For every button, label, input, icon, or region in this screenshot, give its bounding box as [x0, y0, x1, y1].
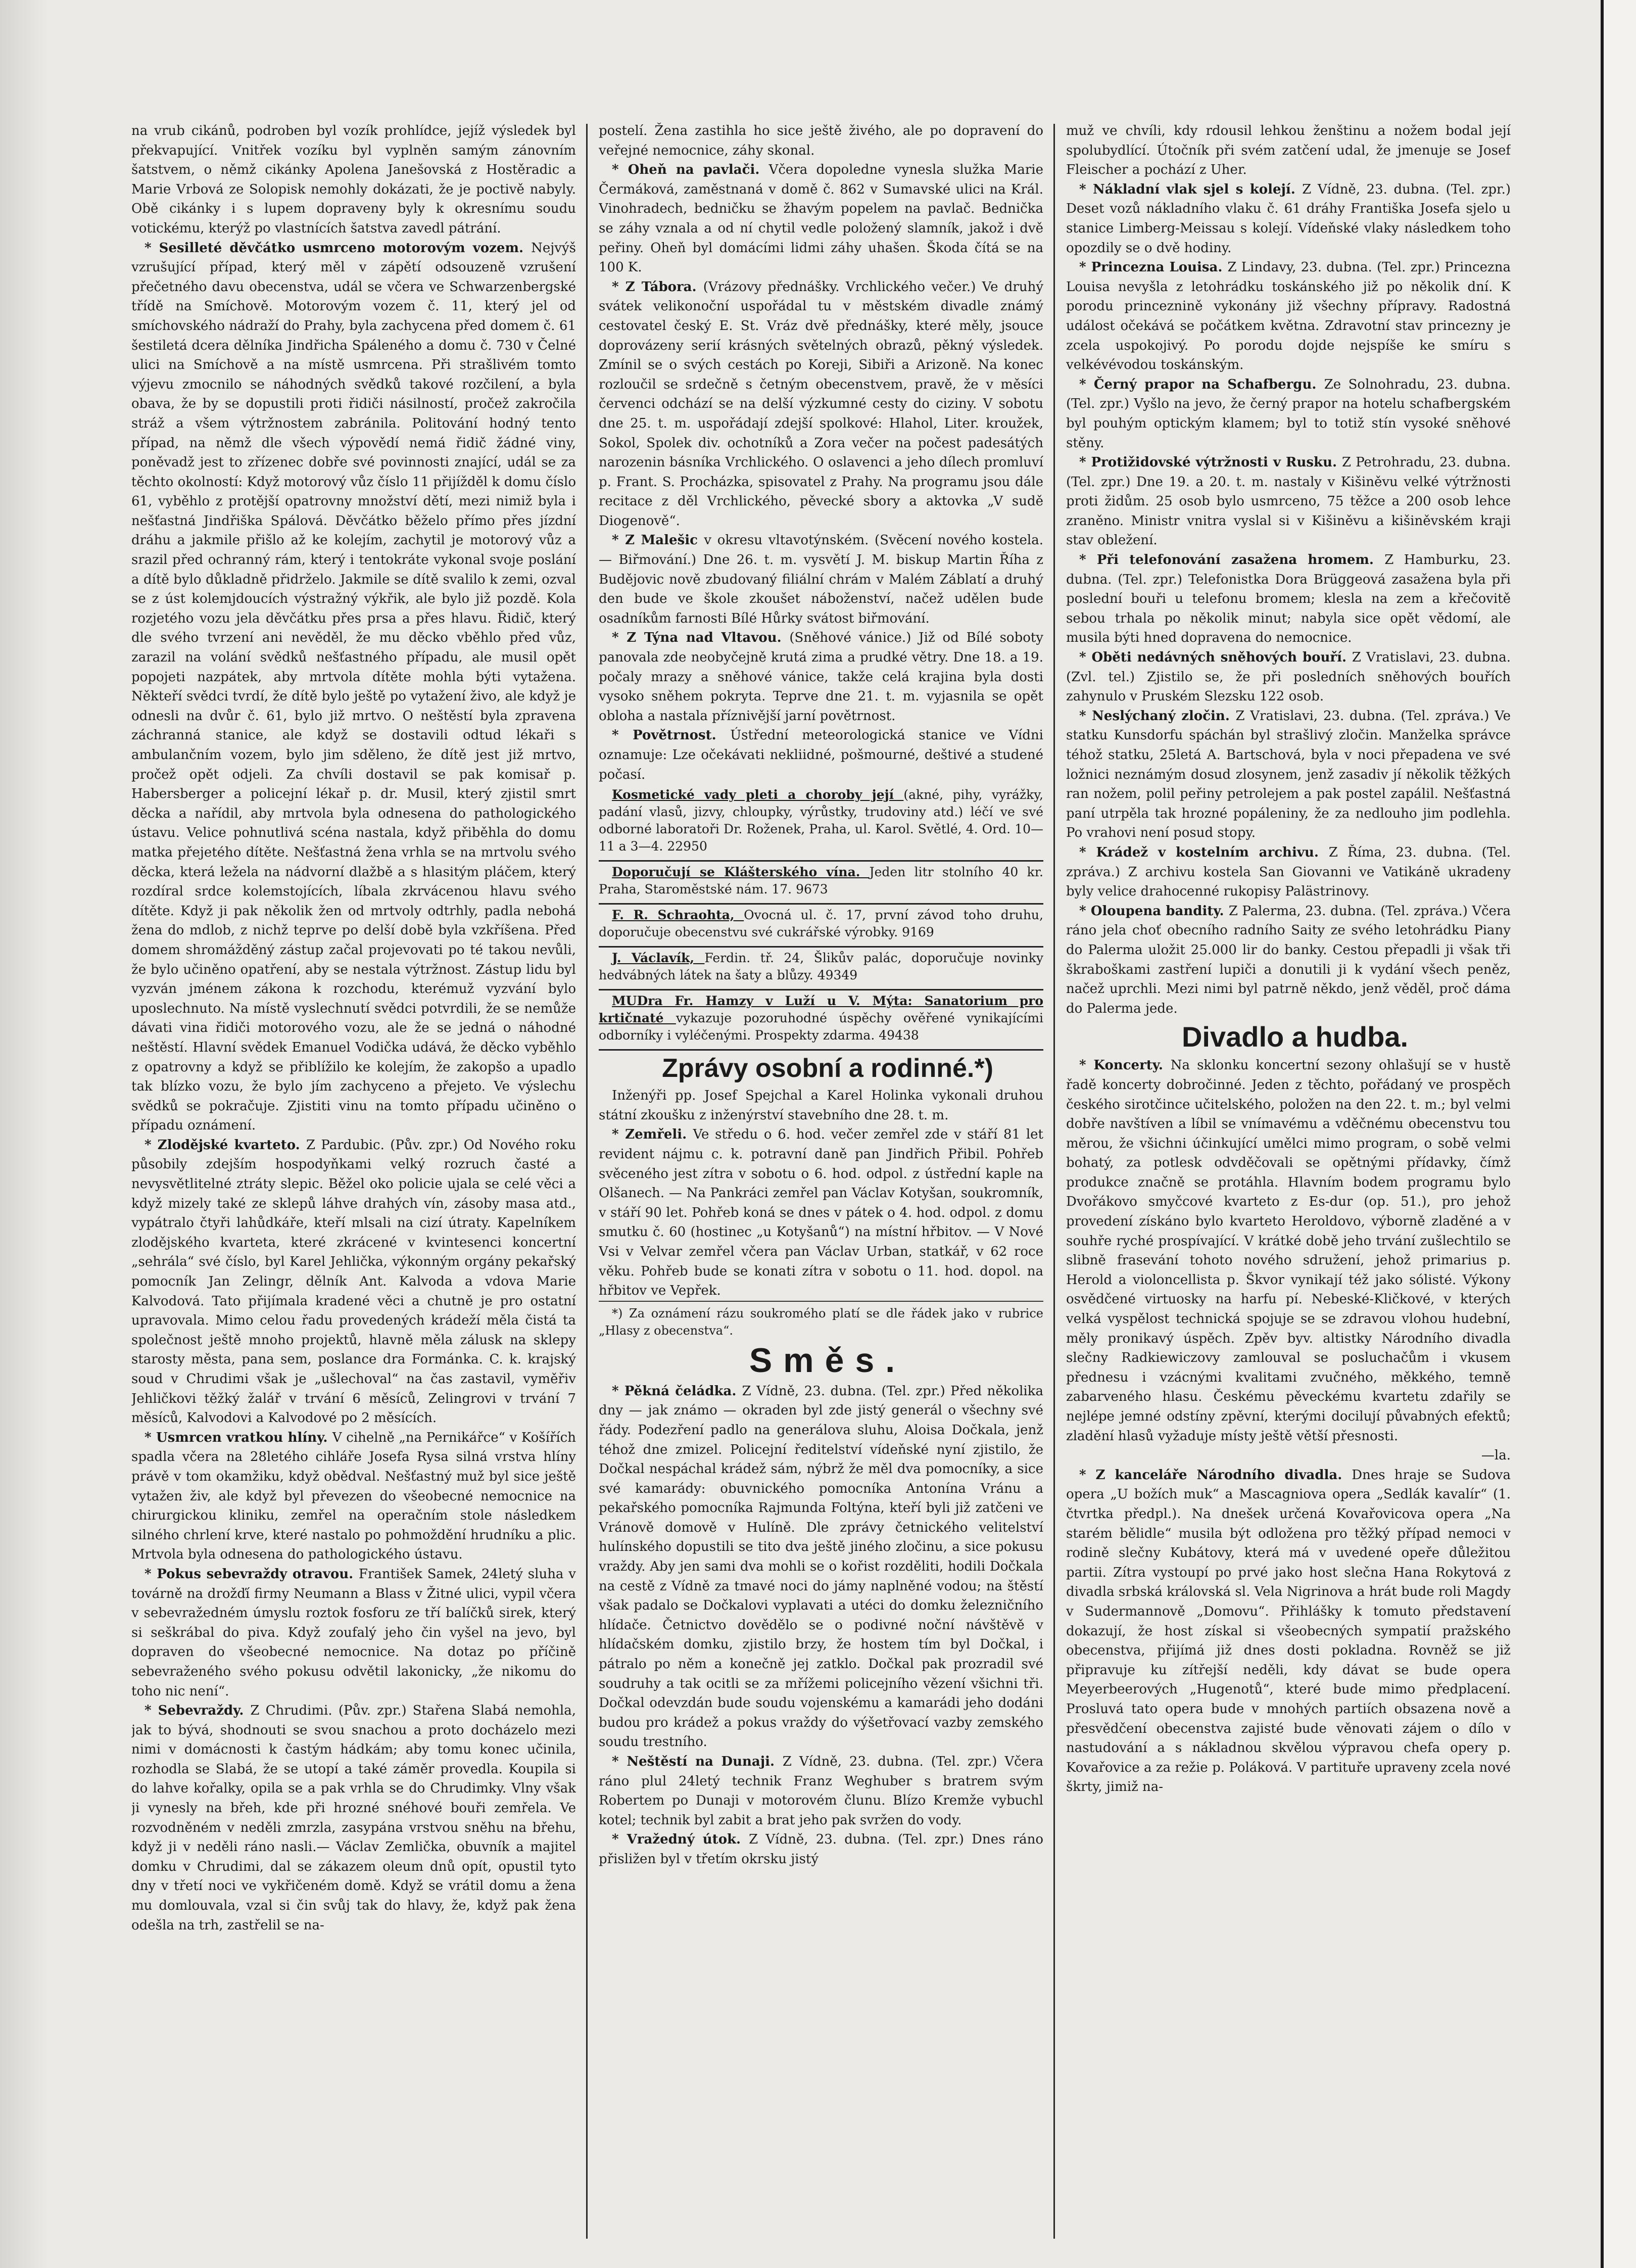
article-paragraph: * Oběti nedávných sněhových bouří. Z Vratislavi, 23. dubna. (Zvl. tel.) Zjistilo se, že při posledních sněhových bouřích zahynulo v Pruském Slezsku 122 osob. [1066, 650, 1511, 704]
article-paragraph: * Zlodějské kvarteto. Z Pardubic. (Pův. zpr.) Od Nového roku působily zdejším hospodyňkami velký rozruch časté a nevysvětlitelné ztráty slepic. Běžel oko policie ujala se celé věci a když mizely také ze sklepů láhve drahých vín, zásoby masa atd., vypátralo čtyři lahůdkáře, kteří mlsali na cizí útraty. Kapelníkem zlodějského kvarteta, které zkrácené v kvintesenci koncertní „sehrála“ své číslo, byl Karel Jehlička, výkonným orgány pekařský pomocník Jan Zelingr, dělník Ant. Kalvoda a vdova Marie Kalvodová. Tato přijímala kradené věci a chutně je pro ostatní upravovala. Mimo celou řadu provedených krádeží měla čistá ta společnost ještě mnoho projektů, hlavně měla zálusk na sklepy starosty města, pana sem, poslance dra Formánka. C. k. krajský soud v Chrudimi však je „ušlechoval“ na čas zastavil, vyměřiv Jehličkovi těžký žalář v trvání 6 měsíců, Zelingrovi v trvání 7 měsíců, Kalvodovi a Kalvodové po 2 měsících. [131, 1137, 576, 1426]
article-heading: * Z Tábora. [612, 279, 703, 295]
article-paragraph: postelí. Žena zastihla ho sice ještě živého, ale po dopravení do veřejné nemocnice, záhy skonal. [599, 123, 1043, 158]
advertisement-heading: Doporučují se Klášterského vína. [612, 865, 870, 880]
column-rule-1 [586, 124, 588, 2239]
article-paragraph: * Vražedný útok. Z Vídně, 23. dubna. (Tel. zpr.) Dnes ráno přisližen byl v třetím okrsku jistý [599, 1832, 1043, 1867]
column-rule-2 [1053, 124, 1055, 2239]
article-paragraph: * Princezna Louisa. Z Lindavy, 23. dubna. (Tel. zpr.) Princezna Louisa nevyšla z letohrádku toskánského již po několik dní. K porodu princeznině vykonány již všechny přípravy. Radostná událost očekává se počátkem května. Zdravotní stav princezny je zcela uspokojivý. Po porodu dojde nejspíše ke smíru s velkévévodou toskánským. [1066, 260, 1511, 373]
article-heading: * Oběti nedávných sněhových bouří. [1079, 650, 1352, 666]
footnote: *) Za oznámení rázu soukromého platí se dle řádek jako v rubrice „Hlasy z obecenstva“. [599, 1301, 1043, 1339]
article-heading: * Pěkná čeládka. [612, 1383, 742, 1399]
article-paragraph: * Pěkná čeládka. Z Vídně, 23. dubna. (Tel. zpr.) Před několika dny — jak známo — okraden byl zde jistý generál o všechny své řády. Podezření padlo na generálova sluhu, Aloisa Dočkala, jenž téhož dne zmizel. Policejní ředitelství vídeňské nyní zjistilo, že Dočkal nespáchal krádež sám, nýbrž že měl dva pomocníky, a sice své kamarády: obuvnického pomocníka Antonína Vránu a pekařského pomocníka Rajmunda Foltýna, kteří byli již zatčeni ve Vránově domově v Hulíně. Dle zprávy četnického velitelství hulínského dopustili se tito dva ještě jiného zločinu, a sice pokusu vraždy. Aby jen sami dva mohli se o kořist rozděliti, hodili Dočkala na cestě z Vídně za tmavé noci do jámy naplněné vodou; na štěstí však padalo se Dočkalovi vyplavati a utéci do domku železničního hlídače. Četnictvo dovědělo se o podivné noční návštěvě v hlídačském domku, zjistilo brzy, že hostem tím byl Dočkal, i pátralo po něm a konečně jej zatklo. Dočkal pak prozradil své soudruhy a tak ocitli se za mřížemi policejního vězení všichni tři. Dočkal odevzdán bude soudu vojenskému a kamarádi jeho dodáni budou pro krádež a pokus vraždy do výšetřovací vazby zemského soudu trestního. [599, 1383, 1043, 1750]
article-paragraph: muž ve chvíli, kdy rdousil lehkou ženštinu a nožem bodal její spolubydlící. Útočník při svém zatčení udal, že jmenuje se Josef Fleischer a pochází z Uher. [1066, 123, 1511, 178]
article-heading: * Povětrnost. [612, 728, 731, 743]
article-heading: * Oheň na pavlači. [612, 162, 769, 178]
article-heading: * Nákladní vlak sjel s kolejí. [1079, 181, 1303, 197]
article-heading: * Vražedný útok. [612, 1832, 749, 1848]
advertisement: Doporučují se Klášterského vína. Jeden litr stolního 40 kr. Praha, Staroměstské nám. 17. 9673 [599, 862, 1043, 905]
page-edge [1601, 0, 1636, 2268]
article-paragraph: * Z kanceláře Národního divadla. Dnes hraje se Sudova opera „U božích muk“ a Mascagniova opera „Sedlák kavalír“ (1. čtvrtka předpl.). Na dnešek určená Kovařovicova opera „Na starém bělidle“ musila být odložena pro těžký případ nemoci v rodině slečny Kubátovy, která má v uvedené opeře důležitou partii. Zítra vystoupí po prvé jako host slečna Hana Rokytová z divadla srbská královská sl. Vela Nigrinova a hrát bude roli Magdy v Sudermannově „Domovu“. Přihlášky k tomuto představení dokazují, že host získal si všeobecných sympatií pražského obecenstva, přijímá již dnes dosti pokladna. Rovněž se již připravuje ku zítřejší neděli, kdy dávat se bude opera Meyerbeerových „Hugenotů“, které bude mimo předplacení. Prosluvá tato opera bude v mnohých partiích obsazena nově a přesvědčení obecenstva zajisté bude věnovati zájem o dílo v nastudování a s nákladnou skvělou výpravou chefa opery p. Kovařovice a za režie p. Poláková. V partituře upraveny zcela nové škrty, jimiž na- [1066, 1467, 1511, 1795]
article-paragraph: * Sebevraždy. Z Chrudimi. (Pův. zpr.) Stařena Slabá nemohla, jak to bývá, shodnouti se svou snachou a proto docházelo mezi nimi v domácnosti k častým hádkám; aby tomu konec učinila, rozhodla se Slabá, že se utopí a také záměr provedla. Koupila si do lahve kořalky, opila se a pak vrhla se do Chrudimky. Vlny však ji vynesly na břeh, kde při hrozné snéhové bouři zemřela. Ve rozvodněném v neděli zmrzla, zasypána vrstvou sněhu na břehu, když ji v neděli ráno nasli.— Václav Zemlička, obuvník a majitel domku v Chrudimi, dal se zákazem oleum dnů opít, opustil tyto dny v třetí noci ve vykřičeném domě. Když se vrátil domu a žena mu domlouvala, vzal si čin svůj tak do hlavy, že, když pak žena odešla na trh, zastřelil se na- [131, 1703, 576, 1933]
article-heading: * Koncerty. [1079, 1058, 1171, 1073]
page-gutter-shadow [0, 0, 49, 2268]
article-paragraph: * Z Tábora. (Vrázovy přednášky. Vrchlického večer.) Ve druhý svátek velikonoční uspořádal tu v městském divadle známý cestovatel český E. St. Vráz dvě přednášky, které měly, jsouce doprovázeny serií krásných světelných obrazů, pěkný výsledek. Zmínil se o svých cestách po Koreji, Sibiři a Arizoně. Na konec rozloučil se srdečně s četným obecenstvem, pravě, že v měsíci červenci odchází se na delší výzkumné cesty do ciziny. V sobotu dne 25. t. m. uspořádají zdejší spolkové: Hlahol, Liter. kroužek, Sokol, Spolek div. ochotníků a Zora večer na počest padesátých narozenin básníka Vrchlického. O oslavenci a jeho dílech promluví p. Frant. S. Procházka, spisovatel z Prahy. Na programu jsou dále recitace z děl Vrchlického, pěvecké sbory a aktovka „V sudě Diogenově“. [599, 279, 1043, 529]
article-paragraph: * Usmrcen vratkou hlíny. V cihelně „na Pernikářce“ v Košířích spadla včera na 28letého cihláře Josefa Rysa silná vrstva hlíny právě v tom okamžiku, když obědval. Nešťastný muž byl sice ještě vytažen živ, ale když byl převezen do všeobecné nemocnice na chirurgickou kliniku, zemřel na operačním stole následkem silného chrlení krve, které nastalo po pohmoždění hrudníku a plic. Mrtvola byla odnesena do pathologického ústavu. [131, 1430, 576, 1563]
advertisement: Kosmetické vady pleti a choroby její (akné, pihy, vyrážky, padání vlasů, jizvy, chloupky, výrůstky, trudoviny atd.) léčí ve své odborné laboratoři Dr. Roženek, Praha, ul. Karol. Světlé, 4. Ord. 10—11 a 3—4. 22950 [599, 784, 1043, 862]
article-heading: * Princezna Louisa. [1079, 260, 1228, 275]
article-heading: * Z Malešic [612, 533, 704, 548]
column-left [131, 121, 576, 2244]
article-paragraph: * Černý prapor na Schafbergu. Ze Solnohradu, 23. dubna. (Tel. zpr.) Vyšlo na jevo, že černý prapor na hotelu schafbergském byl pouhým optickým klamem; byl to totiž stín vysoké sněhové stěny. [1066, 376, 1511, 451]
advertisement: J. Václavík, Ferdin. tř. 24, Šlikův palác, doporučuje novinky hedvábných látek na šaty a blůzy. 49349 [599, 948, 1043, 990]
article-paragraph: * Zemřeli. Ve středu o 6. hod. večer zemřel zde v stáří 81 let revident nájmu c. k. potravní daně pan Jindřich Přibil. Pohřeb svěceného jest zítra v sobotu o 6. hod. odpol. z ústřední kaple na Olšanech. — Na Pankráci zemřel pan Václav Kotyšan, soukromník, v stáří 90 let. Pohřeb koná se dnes v pátek o 4. hod. odpol. z domu smutku č. 60 (hostinec „u Kotyšanů“) na místní hřbitov. — V Nové Vsi v Velvar zemřel včera pan Václav Urban, statkář, v 62 roce věku. Pohřeb bude se konati zítra v sobotu o 11. hod. dopol. na hřbitov ve Vepřek. [599, 1127, 1043, 1299]
section-heading: Divadlo a hudba. [1181, 1021, 1409, 1053]
article-heading: * Zlodějské kvarteto. [145, 1137, 306, 1153]
article-heading: * Pokus sebevraždy otravou. [145, 1566, 359, 1582]
article-paragraph: * Z Malešic v okresu vltavotýnském. (Svěcení nového kostela. — Biřmování.) Dne 26. t. m. vysvětí J. M. biskup Martin Říha z Budějovic nově zbudovaný filiální chrám v Malém Záblatí a druhý den bude ve škole zkoušet náboženství, načež udělen bude osadníkům farnosti Bílé Hůrky svátost biřmování. [599, 533, 1043, 626]
advertisement-heading: F. R. Schraohta, [612, 908, 744, 923]
article-heading: * Sebevraždy. [145, 1703, 251, 1719]
article-paragraph: * Pokus sebevraždy otravou. František Samek, 24letý sluha v továrně na drožďí firmy Neumann a Blass v Žitné ulici, vypil včera v sebevražedném úmyslu roztok fosforu ze tří balíčků sirek, který si seškrábal do piva. Když zoufalý jeho čin vyšel na jevo, byl dopraven do všeobecné nemocnice. Na dotaz po příčině sebevraženého svého pokusu odvětil lakonicky, „že nikomu do toho nic není“. [131, 1566, 576, 1699]
article-paragraph: * Nákladní vlak sjel s kolejí. Z Vídně, 23. dubna. (Tel. zpr.) Deset vozů nákladního vlaku č. 61 dráhy Františka Josefa sjelo u stanice Limberg-Meissau s kolejí. Vídeňské vlaky následkem toho opozdily se o dvě hodiny. [1066, 181, 1511, 256]
page-edge-rule [1601, 0, 1604, 2268]
article-heading: * Usmrcen vratkou hlíny. [145, 1430, 332, 1445]
article-paragraph: Inženýři pp. Josef Spejchal a Karel Holinka vykonali druhou státní zkoušku z inženýrství stavebního dne 28. t. m. [599, 1088, 1043, 1123]
advertisement-heading: MUDra Fr. Hamzy v Luží u V. Mýta: Sanatorium pro krtičnaté [599, 994, 1043, 1026]
article-paragraph: na vrub cikánů, podroben byl vozík prohlídce, jejíž výsledek byl překvapující. Vnitřek vozíku byl vyplněn samým zánovním šatstvem, o němž cikánky Apolena Janešovská z Hostěradic a Marie Vrbová ze Solopisk nemohly dokázati, že je poctivě nabyly. Obě cikánky i s lupem dopraveny byly k okresnímu soudu votickému, kterýž po vlastnících šatstva zavedl pátrání. [131, 123, 576, 236]
column-right [1066, 121, 1511, 2244]
advertisement-heading: Kosmetické vady pleti a choroby její [612, 787, 904, 802]
article-heading: * Při telefonování zasažena hromem. [1079, 552, 1385, 568]
section-heading: Zprávy osobní a rodinné.*) [662, 1054, 993, 1083]
article-heading: * Protižidovské výtržnosti v Rusku. [1079, 455, 1342, 470]
article-heading: * Zemřeli. [612, 1127, 693, 1143]
article-signature: —la. [1481, 1448, 1511, 1463]
advertisement: MUDra Fr. Hamzy v Luží u V. Mýta: Sanatorium pro krtičnaté vykazuje pozoruhodné úspěchy ověřené vynikajícími odborníky i vyléčenými. Prospekty zdarma. 49438 [599, 990, 1043, 1051]
article-paragraph: * Sesilleté děvčátko usmrceno motorovým vozem. Nejvýš vzrušující případ, který měl v zápětí odsouzeně vzrušení přečetného davu obecenstva, udál se včera ve Schwarzenbergské třídě na Smíchově. Motorovým vozem č. 11, který jel od smíchovského nádraží do Prahy, byla zachycena před domem č. 61 šestiletá dcera dělníka Jindřicha Spáleného a domu č. 730 v Čelné ulici na Smíchově a na místě usmrcena. Při strašlivém tomto výjevu zmocnilo se náhodných svědků takové rozčilení, a byla obava, že by se dopustili proti řidiči násilností, pročež zakročila stráž a všem výtržnostem zabránila. Politování hodný tento případ, na němž dle všech výpovědí nemá řidič žádné viny, poněvadž jest to zřízenec dobře své povinnosti znající, udál se za těchto okolností: Když motorový vůz číslo 11 přijížděl k domu číslo 61, vyběhlo z protější opatrovny množství dětí, mezi nimiž byla i nešťastná Jindřiška Spálová. Děvčátko běželo přímo přes jízdní dráhu a jakmile přišlo až ke kolejím, zachytil je motorový vůz a srazil před ochranný rám, který i tentokráte vykonal svoje poslání a dítě bylo důkladně přidrželo. Jakmile se dítě svalilo k zemi, ozval se z úst kolemjdoucích výstražný výkřik, ale bylo již pozdě. Kola rozjetého vozu jela děvčátku přes prsa a přes hlavu. Řidič, který dle svého tvrzení ani nevěděl, že mu děcko vběhlo před vůz, zarazil na volání svědků nešťastného případu, ale musil opět popojeti nazpátek, aby mrtvola dítěte mohla býti vytažena. Někteří svědci tvrdí, že dítě bylo ještě po vytažení živo, ale když je odnesli na dvůr č. 61, bylo již mrtvo. O neštěstí byla zpravena záchranná stanice, ale když se dostavili odtud lékaři s ambulančním vozem, bylo jim sděleno, že dítě jest již mrtvo, pročež opět odjeli. Za chvíli dostavil se pak komisař p. Habersberger a policejní lékař p. dr. Musil, který zjistil smrt děcka a nařídil, aby mrtvola byla odnesena do pathologického ústavu. Velice pohnutlivá scéna nastala, když přiběhla do domu matka přejetého dítěte. Nešťastná žena vrhla se na mrtvolu svého děcka, která ležela na nádvorní dlažbě a s hlasitým pláčem, který rozdíral srdce kolemstojících, líbala zkrvácenou hlavu svého dítěte. Když ji pak několik žen od mrtvoly odtrhly, padla nebohá žena do mdlob, z nichž teprve po delší době byla vzkříšena. Před domem shromážděný zástup začal projevovati po té takou nevůli, že bylo učiněno opatření, aby se nestala výtržnost. Zástup lidu byl vyzván jménem zákona k rozchodu, kterémuž vyzvání bylo uposlechnuto. Na místě vyslechnutí svědci potvrdili, že se nemůže dávati vina řidiči motorového vozu, ale že se jedná o náhodné neštěstí. Hlavní svědek Emanuel Vodička udává, že děcko vyběhlo z opatrovny a když se přiblížilo ke kolejím, že zakopšo a upadlo tak blízko vozu, že bylo jím zachyceno a přejeto. Ve výslechu svědků se pokračuje. Zjistiti vinu na tomto případu učiněno o případu oznámení. [131, 240, 576, 1133]
article-paragraph: * Povětrnost. Ústřední meteorologická stanice ve Vídni oznamuje: Lze očekávati nekliidné, pošmourné, deštivé a studené počasí. [599, 728, 1043, 782]
article-paragraph: * Krádež v kostelním archivu. Z Říma, 23. dubna. (Tel. zpráva.) Z archivu kostela San Giovanni ve Vatikáně ukradeny byly velice drahocenné rukopisy Palästrinovy. [1066, 844, 1511, 900]
article-heading: * Černý prapor na Schafbergu. [1079, 376, 1324, 392]
article-paragraph: * Koncerty. Na sklonku koncertní sezony ohlašují se v hustě řadě koncerty dobročinné. Jeden z těchto, pořádaný ve prospěch českého sirotčince učitelského, položen na den 22. t. m.; byl velmi dobře navštíven a líbil se vnímavému a vděčnému obecenstvu tou měrou, že všichni účinkující umělci mimo program, o sobě velmi bohatý, za potlesk odvděčovali se opětnými přídavky, čímž produkce značně se protáhla. Hlavním bodem programu bylo Dvořákovo smyčcové kvarteto z Es-dur (op. 51.), pro jehož provedení získáno bylo kvarteto Heroldovo, výborně zladěné a v souhře ryché prospívající. V krátké době jeho trvání zušlechtilo se slibně frasevání tohoto nového sdružení, jehož primarius p. Herold a violoncellista p. Škvor vynikají též jako sólisté. Výkony osvědčené virtuosky na harfu pí. Nebeské-Kličkové, v kterých velká vyspělost technická spojuje se se zdravou vlohou hudební, měly pronikavý úspěch. Zpěv byv. altistky Národního divadla slečny Radkiewiczovy zamlouval se posluchačům i vkusem přednesu i vzácnými kvalitami zvučného, měkkého, temně zabarveného hlasu. Českému pěveckému kvartetu zdařily se nejlépe jemné odstíny zpěvní, kterými docilují půvabných efektů; zladění hlasů vyžaduje místy ještě větší přesnosti. [1066, 1058, 1511, 1444]
article-heading: * Krádež v kostelním archivu. [1079, 844, 1329, 860]
article-heading: * Z kanceláře Národního divadla. [1079, 1467, 1352, 1483]
advertisement: F. R. Schraohta, Ovocná ul. č. 17, první závod toho druhu, doporučuje obecenstvu své cukrářské výrobky. 9169 [599, 905, 1043, 948]
article-paragraph: * Při telefonování zasažena hromem. Z Hamburku, 23. dubna. (Tel. zpr.) Telefonistka Dora Brüggeová zasažena byla při poslední bouři u telefonu bromem; klesla na zem a křečovitě sebou trhala po několik minut; nabyla sice opět vědomí, ale musila býti hned dopravena do nemocnice. [1066, 552, 1511, 646]
article-heading: * Oloupena bandity. [1079, 903, 1229, 919]
article-heading: * Neslýchaný zločin. [1079, 708, 1236, 724]
article-paragraph: * Oheň na pavlači. Včera dopoledne vynesla služka Marie Čermáková, zaměstnaná v domě č. 862 v Sumavské ulici na Král. Vinohradech, bedničku se žhavým popelem na pavlač. Bednička se záhy vznala a od ní chytil vedle položený slamník, jakož i dvě peřiny. Oheň byl domácími lidmi záhy uhašen. Škoda čítá se na 100 K. [599, 162, 1043, 275]
article-paragraph: * Oloupena bandity. Z Palerma, 23. dubna. (Tel. zpráva.) Včera ráno jela choť obecního radního Saity ze svého letohrádku Piany do Palerma uložit 25.000 lir do banky. Cestou přepadli ji však tři škraboškami zastření lupiči a donutili ji k vydání všech peněz, načež uprchli. Mezi nimi byl patrně někdo, jenž věděl, proč dáma do Palerma jede. [1066, 903, 1511, 1016]
article-heading: * Z Týna nad Vltavou. [612, 630, 790, 646]
article-heading: * Sesilleté děvčátko usmrceno motorovým vozem. [145, 240, 532, 256]
column-middle [599, 121, 1043, 2244]
article-heading: * Neštěstí na Dunaji. [612, 1754, 783, 1769]
section-heading: Směs. [749, 1341, 906, 1380]
article-paragraph: * Protižidovské výtržnosti v Rusku. Z Petrohradu, 23. dubna. (Tel. zpr.) Dne 19. a 20. t. m. nastaly v Kišiněvu velké výtržnosti proti židům. 25 osob bylo usmrceno, 75 těžce a 200 osob lehce zraněno. Ministr vnitra vyslal si v Kišiněvu a kišiněvském kraji stav obležení. [1066, 455, 1511, 548]
article-paragraph: * Neštěstí na Dunaji. Z Vídně, 23. dubna. (Tel. zpr.) Včera ráno plul 24letý technik Franz Weghuber s bratrem svým Robertem po Dunaji v motorovém člunu. Blízo Kremže vybuchl kotel; technik byl zabit a brat jeho pak svržen do vody. [599, 1754, 1043, 1828]
article-paragraph: * Z Týna nad Vltavou. (Sněhové vánice.) Již od Bílé soboty panovala zde neobyčejně krutá zima a prudké větry. Dne 18. a 19. počaly mrazy a sněhové vánice, takže celá krajina byla dosti vysoko sněhem pokryta. Teprve dne 21. t. m. vyjasnila se opět obloha a nastala příznivější jarní povětrnost. [599, 630, 1043, 724]
article-paragraph: * Neslýchaný zločin. Z Vratislavi, 23. dubna. (Tel. zpráva.) Ve statku Kunsdorfu spáchán byl strašlivý zločin. Manželka správce téhož statku, 25letá A. Bartschová, byla v noci přepadena ve své ložnici neznámým dosud zlosynem, jenž zasadiv jí několik těžkých ran nožem, polil peřiny petrolejem a pak postel zapálil. Nešťastná paní utrpěla tak hrozné popáleniny, že za nedlouho jim podlehla. Po vrahovi není posud stopy. [1066, 708, 1511, 841]
advertisement-heading: J. Václavík, [612, 951, 705, 966]
